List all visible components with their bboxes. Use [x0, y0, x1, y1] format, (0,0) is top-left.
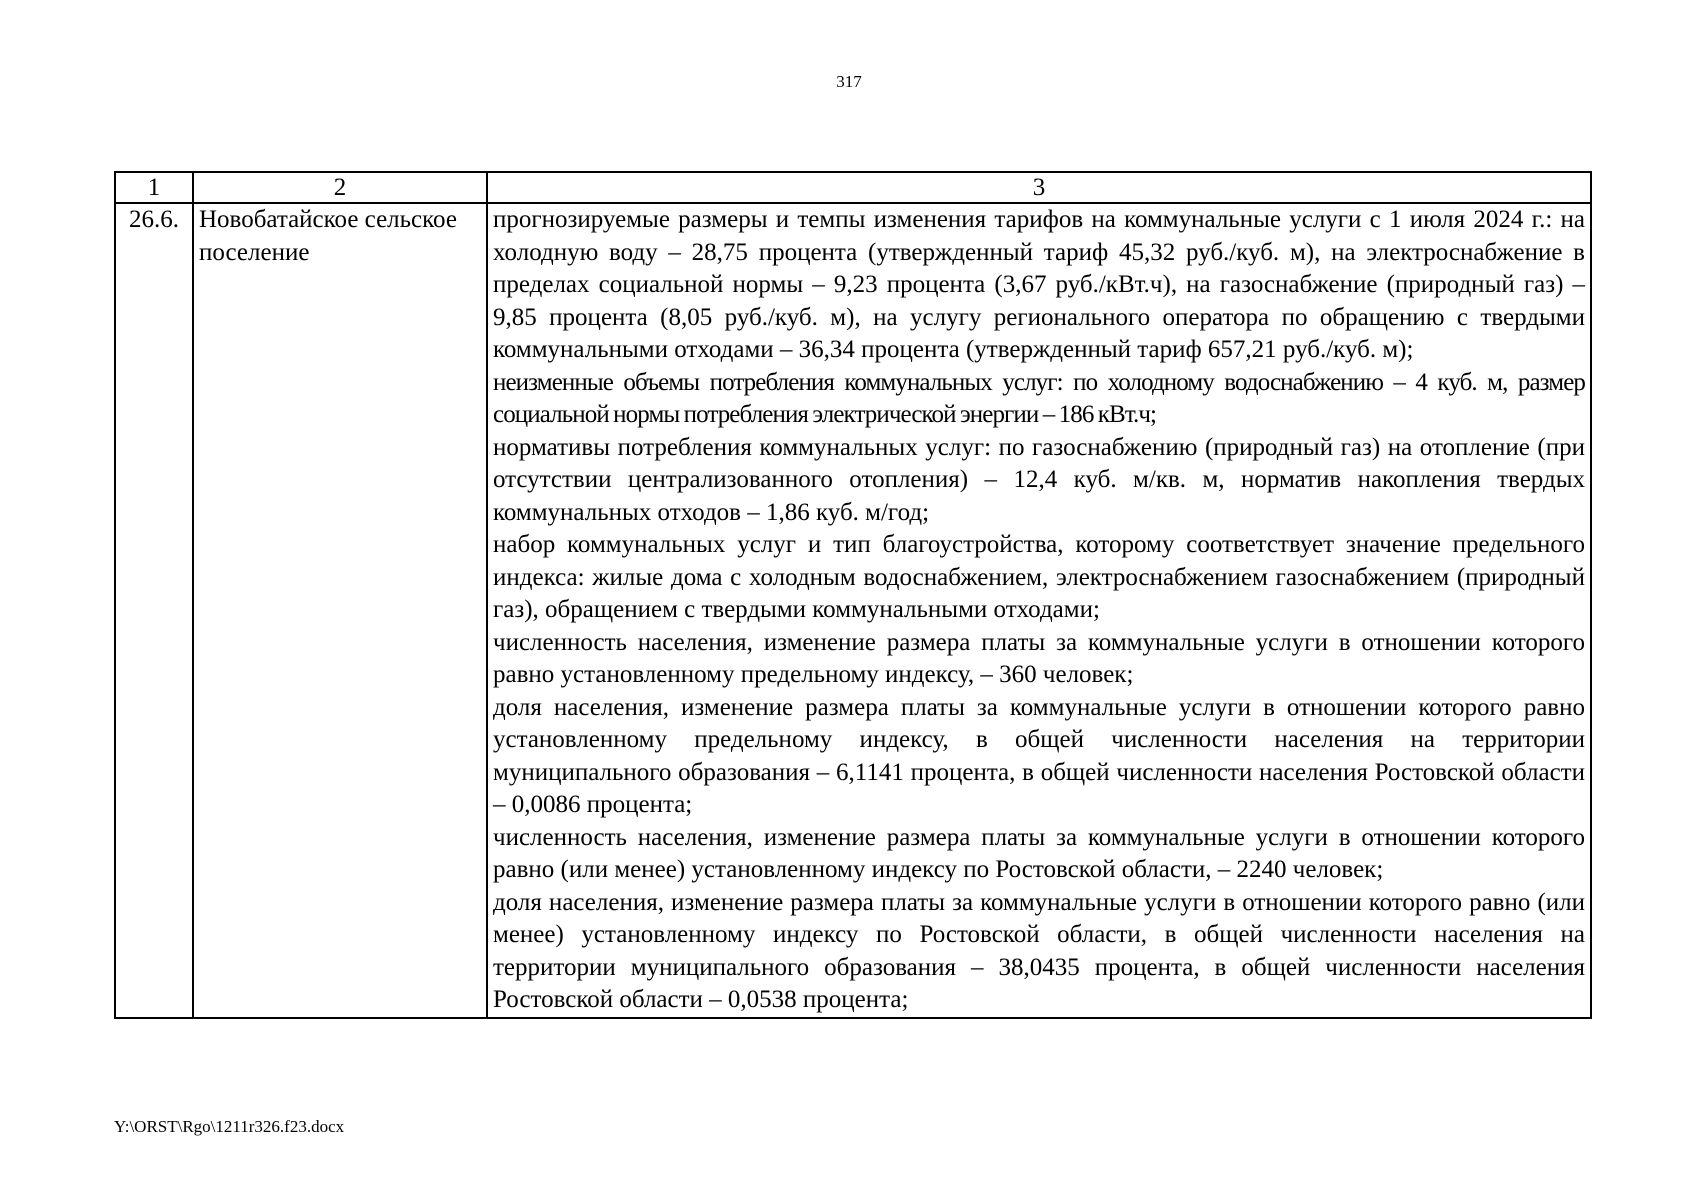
- row-content: [487, 203, 1591, 1018]
- page-number: 317: [836, 72, 862, 91]
- paragraph-population-limit-index: численность населения, изменение размера платы за коммунальные услуги в отношении которого равно установленному предельному индексу, – 360 человек;: [493, 628, 1585, 688]
- column-header-3: 3: [487, 172, 1591, 203]
- table-row: [115, 203, 1591, 1018]
- paragraph-population-share-limit-index: доля населения, изменение размера платы за коммунальные услуги в отношении которого равно установленному предельному индексу, в общей численности населения на территории муниципального образования – 6,1141 процента, в общей численности населения Ростовской области – 0,0086 процента;: [493, 693, 1585, 818]
- row-number: 26.6.: [115, 203, 193, 1018]
- column-header-1: 1: [115, 172, 193, 203]
- paragraph-service-set: набор коммунальных услуг и тип благоустройства, которому соответствует значение предельного индекса: жилые дома с холодным водоснабжением, электроснабжением газоснабжением (природный газ), обращением с твердыми коммунальными отходами;: [493, 531, 1585, 623]
- table-header-row: [115, 172, 1591, 203]
- paragraph-population-regional-index: численность населения, изменение размера платы за коммунальные услуги в отношении которого равно (или менее) установленному индексу по Ростовской области, – 2240 человек;: [493, 823, 1585, 883]
- tariff-table: [114, 171, 1592, 1019]
- settlement-name: Новобатайское сельское поселение: [193, 203, 487, 1018]
- paragraph-tariff-forecast: прогнозируемые размеры и темпы изменения тарифов на коммунальные услуги с 1 июля 2024 г.: на холодную воду – 28,75 процента (утвержденный тариф 45,32 руб./куб. м), на электроснабжение в пределах социальной нормы – 9,23 процента (3,67 руб./кВт.ч), на газоснабжение (природный газ) – 9,85 процента (8,05 руб./куб. м), на услугу регионального оператора по обращению с твердыми коммунальными отходами – 36,34 процента (утвержденный тариф 657,21 руб./куб. м);: [493, 206, 1585, 363]
- column-header-2: 2: [193, 172, 487, 203]
- paragraph-consumption-norms: нормативы потребления коммунальных услуг: по газоснабжению (природный газ) на отопление (при отсутствии централизованного отопления) – 12,4 куб. м/кв. м, норматив накопления твердых коммунальных отходов – 1,86 куб. м/год;: [493, 433, 1585, 526]
- paragraph-consumption-volumes: неизменные объемы потребления коммунальных услуг: по холодному водоснабжению – 4 куб. м, размер социальной нормы потребления электрической энергии – 186 кВт.ч;: [493, 368, 1585, 428]
- footer-file-path: Y:\ORST\Rgo\1211r326.f23.docx: [114, 1117, 345, 1136]
- paragraph-population-share-regional-index: доля населения, изменение размера платы за коммунальные услуги в отношении которого равно (или менее) установленному индексу по Ростовской области, в общей численности населения на территории муниципального образования – 38,0435 процента, в общей численности населения Ростовской области – 0,0538 процента;: [493, 888, 1585, 1013]
